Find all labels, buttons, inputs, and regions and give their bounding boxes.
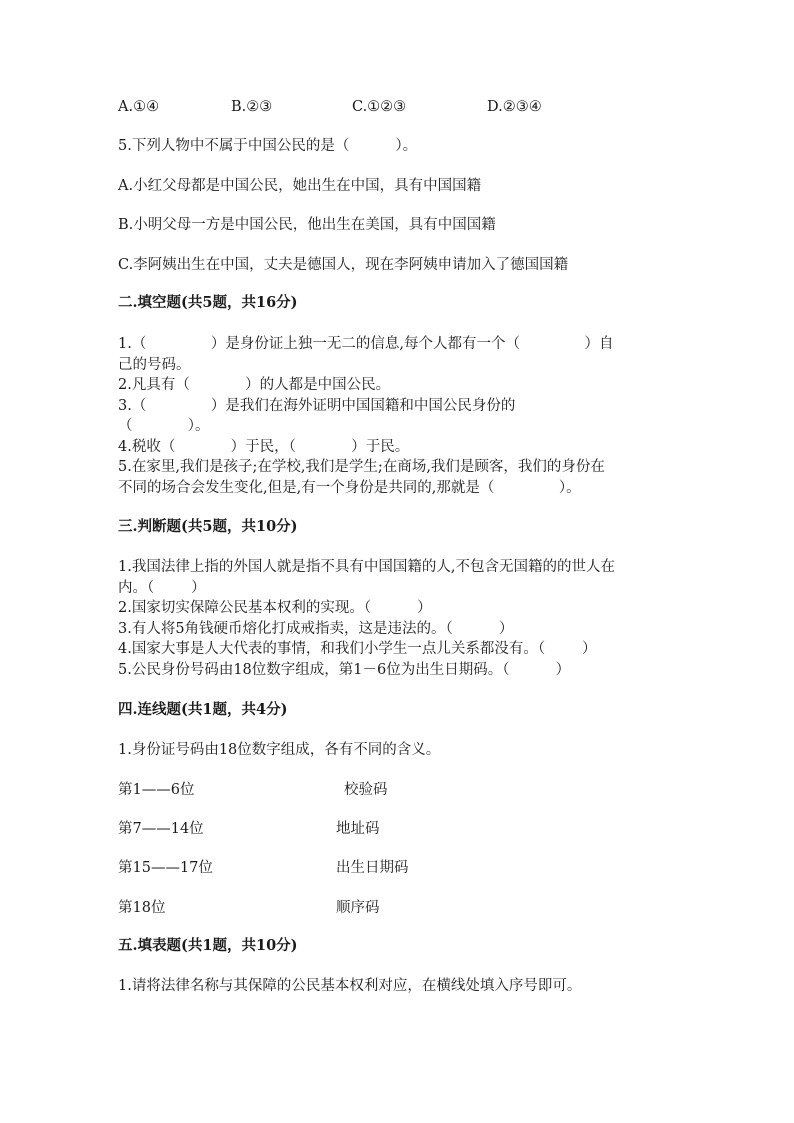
section2-line: 不同的场合会发生变化,但是,有一个身份是共同的,那就是（ ）。 — [118, 480, 581, 496]
section5-stem: 1.请将法律名称与其保障的公民基本权利对应，在横线处填入序号即可。 — [118, 978, 582, 994]
section4-heading: 四.连线题(共1题，共4分) — [118, 701, 288, 718]
q5-stem: 5.下列人物中不属于中国公民的是（ ）。 — [118, 138, 418, 154]
match-right-item: 出生日期码 — [336, 860, 409, 876]
q5-option-c: C.李阿姨出生在中国，丈夫是德国人，现在李阿姨申请加入了德国国籍 — [118, 257, 569, 273]
match-left-item: 第1——6位 — [118, 782, 195, 798]
section2-line: 2.凡具有（ ）的人都是中国公民。 — [118, 377, 391, 393]
section3-line: 1.我国法律上指的外国人就是指不具有中国国籍的人,不包含无国籍的的世人在 — [118, 559, 615, 575]
match-left-item: 第7——14位 — [118, 821, 204, 837]
match-left-item: 第15——17位 — [118, 860, 213, 876]
q4-option-b: B.②③ — [231, 99, 273, 115]
section2-line: 己的号码。 — [118, 357, 191, 373]
match-right-item: 顺序码 — [336, 900, 380, 916]
section3-line: 2.国家切实保障公民基本权利的实现。（ ） — [118, 600, 432, 616]
section4-stem: 1.身份证号码由18位数字组成，各有不同的含义。 — [118, 742, 441, 758]
q5-option-a: A.小红父母都是中国公民，她出生在中国，具有中国国籍 — [118, 178, 482, 194]
section2-line: 3.（ ）是我们在海外证明中国国籍和中国公民身份的 — [118, 398, 516, 414]
q4-option-c: C.①②③ — [352, 99, 407, 115]
section2-line: 1.（ ）是身份证上独一无二的信息,每个人都有一个（ ）自 — [118, 336, 614, 352]
q5-option-b: B.小明父母一方是中国公民，他出生在美国，具有中国国籍 — [118, 217, 496, 233]
section3-line: 4.国家大事是人大代表的事情，和我们小学生一点儿关系都没有。（ ） — [118, 641, 597, 657]
section2-heading: 二.填空题(共5题，共16分) — [118, 294, 298, 311]
section5-heading: 五.填表题(共1题，共10分) — [118, 937, 298, 954]
section3-line: 3.有人将5角钱硬币熔化打成戒指卖，这是违法的。（ ） — [118, 621, 514, 637]
section2-line: 4.税收（ ）于民，（ ）于民。 — [118, 439, 410, 455]
section3-line: 5.公民身份号码由18位数字组成，第1－6位为出生日期码。（ ） — [118, 662, 571, 678]
section3-line: 内。（ ） — [118, 580, 206, 596]
match-right-item: 地址码 — [336, 821, 380, 837]
q4-option-d: D.②③④ — [487, 99, 542, 115]
match-left-item: 第18位 — [118, 900, 166, 916]
q4-option-a: A.①④ — [118, 99, 160, 115]
section2-line: （ ）。 — [118, 418, 210, 434]
section2-line: 5.在家里,我们是孩子;在学校,我们是学生;在商场,我们是顾客，我们的身份在 — [118, 459, 605, 475]
match-right-item: 校验码 — [344, 782, 388, 798]
section3-heading: 三.判断题(共5题，共10分) — [118, 518, 298, 535]
